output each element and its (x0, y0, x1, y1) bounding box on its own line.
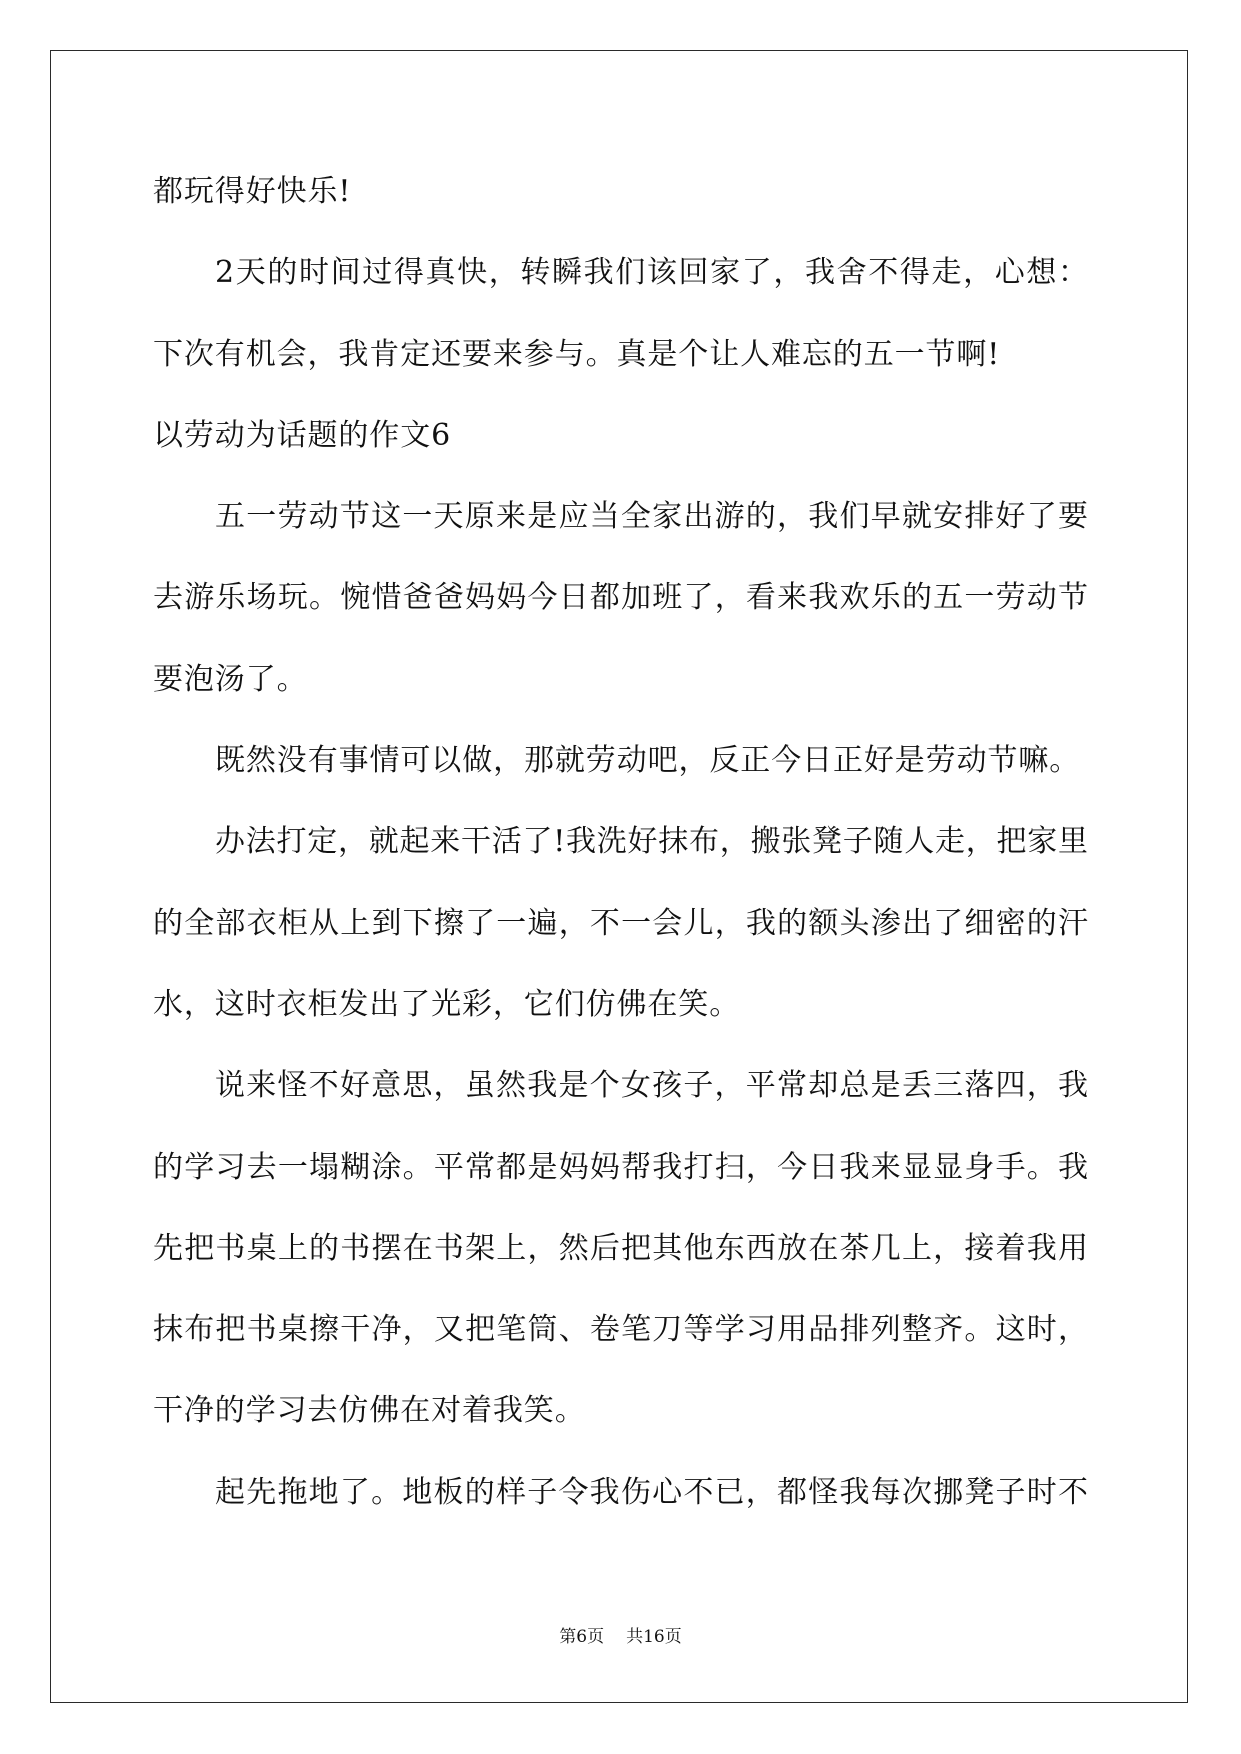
text-line: 干净的学习去仿佛在对着我笑。 (153, 1393, 586, 1429)
text-line: 2天的时间过得真快，转瞬我们该回家了，我舍不得走，心想： (215, 255, 1088, 291)
text-line: 说来怪不好意思，虽然我是个女孩子，平常却总是丢三落四，我 (215, 1068, 1088, 1104)
paragraph (153, 720, 1088, 801)
essay-title-text: 以劳动为话题的作文6 (153, 417, 452, 453)
text-line: 水，这时衣柜发出了光彩，它们仿佛在笑。 (153, 986, 741, 1022)
page-footer (0, 1624, 1241, 1650)
text-line: 抹布把书桌擦干净，又把笔筒、卷笔刀等学习用品排列整齐。这时， (153, 1312, 1088, 1348)
text-line: 办法打定，就起来干活了!我洗好抹布，搬张凳子随人走，把家里 (215, 824, 1088, 860)
text-line: 先把书桌上的书摆在书架上，然后把其他东西放在茶几上，接着我用 (153, 1230, 1088, 1266)
text-line: 既然没有事情可以做，那就劳动吧，反正今日正好是劳动节嘛。 (215, 743, 1081, 779)
text-line: 要泡汤了。 (153, 661, 308, 697)
essay-title (153, 395, 1088, 476)
paragraph (153, 476, 1088, 720)
text-line: 的全部衣柜从上到下擦了一遍，不一会儿，我的额头渗出了细密的汗 (153, 905, 1088, 941)
text-line: 五一劳动节这一天原来是应当全家出游的，我们早就安排好了要 (215, 499, 1088, 535)
text-line: 去游乐场玩。惋惜爸爸妈妈今日都加班了，看来我欢乐的五一劳动节 (153, 580, 1088, 616)
paragraph (153, 801, 1088, 1045)
page-count: 共16页 (626, 1627, 682, 1647)
paragraph (153, 1452, 1088, 1533)
text-line: 都玩得好快乐! (153, 174, 352, 209)
paragraph-continued (153, 151, 1088, 232)
paragraph (153, 1045, 1088, 1451)
text-line: 的学习去一塌糊涂。平常都是妈妈帮我打扫，今日我来显显身手。我 (153, 1149, 1088, 1185)
text-line: 下次有机会，我肯定还要来参与。真是个让人难忘的五一节啊! (153, 336, 1001, 372)
document-body (153, 151, 1088, 1533)
text-line: 起先拖地了。地板的样子令我伤心不已，都怪我每次挪凳子时不 (215, 1474, 1088, 1510)
paragraph (153, 232, 1088, 395)
page-number: 第6页 (559, 1627, 605, 1647)
